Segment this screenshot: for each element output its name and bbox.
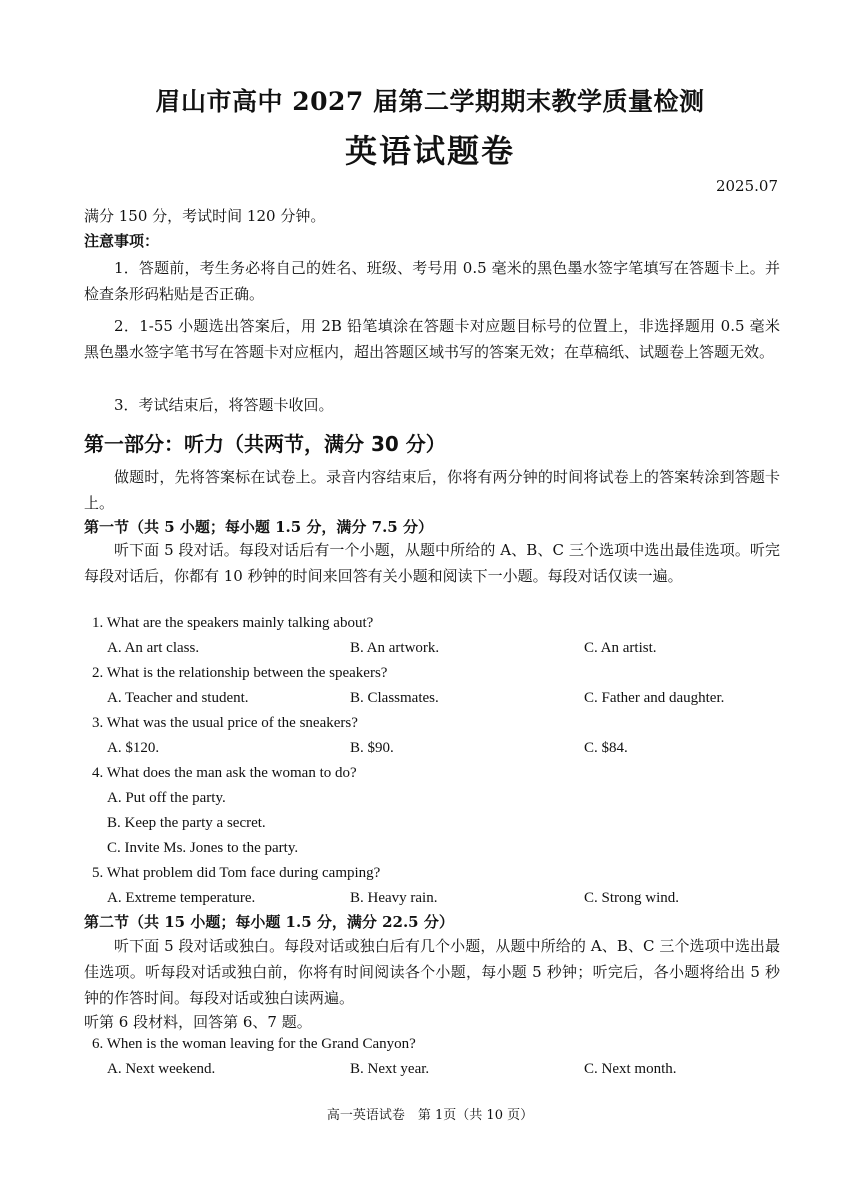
exam-title: 眉山市高中 2027 届第二学期期末教学质量检测	[155, 87, 705, 116]
question-1-option-b: B. An artwork.	[350, 640, 440, 656]
notice-title: 注意事项：	[84, 232, 160, 250]
question-1-option-a: A. An art class.	[107, 640, 200, 656]
material-note: 听第 6 段材料，回答第 6、7 题。	[84, 1013, 312, 1031]
question-4-option-c: C. Invite Ms. Jones to the party.	[107, 840, 299, 856]
question-6-option-c: C. Next month.	[584, 1061, 677, 1077]
exam-date: 2025.07	[715, 177, 778, 195]
exam-subject-title: 英语试题卷	[344, 132, 515, 170]
question-1-stem: 1. What are the speakers mainly talking about?	[92, 615, 374, 631]
section1-instructions: 听下面 5 段对话。每段对话后有一个小题，从题中所给的 A、B、C 三个选项中选出最佳选项。听完每段对话后，你都有 10 秒钟的时间来回答有关小题和阅读下一小题。每段对话仅读一遍。	[84, 541, 780, 585]
question-2-stem: 2. What is the relationship between the speakers?	[92, 665, 388, 681]
question-5-option-a: A. Extreme temperature.	[107, 890, 256, 906]
question-4-option-b: B. Keep the party a secret.	[107, 815, 266, 831]
notice-item-1: 1．答题前，考生务必将自己的姓名、班级、考号用 0.5 毫米的黑色墨水签字笔填写在答题卡上。并检查条形码粘贴是否正确。	[84, 259, 780, 303]
question-5-stem: 5. What problem did Tom face during camping?	[92, 865, 381, 881]
score-time-note: 满分 150 分，考试时间 120 分钟。	[84, 207, 326, 225]
question-4-stem: 4. What does the man ask the woman to do?	[92, 765, 357, 781]
notice-item-3: 3．考试结束后，将答题卡收回。	[114, 396, 334, 414]
question-3-option-a: A. $120.	[107, 740, 160, 756]
question-5-option-c: C. Strong wind.	[584, 890, 680, 906]
question-2-option-c: C. Father and daughter.	[584, 690, 725, 706]
question-4-option-a: A. Put off the party.	[107, 790, 226, 806]
question-3-stem: 3. What was the usual price of the sneakers?	[92, 715, 358, 731]
question-6-option-a: A. Next weekend.	[107, 1061, 216, 1077]
question-2-option-b: B. Classmates.	[350, 690, 439, 706]
page-footer: 高一英语试卷 第 1页（共 10 页）	[326, 1108, 534, 1123]
notice-item-2: 2．1-55 小题选出答案后，用 2B 铅笔填涂在答题卡对应题目标号的位置上，非选择题用 0.5 毫米黑色墨水签字笔书写在答题卡对应框内，超出答题区域书写的答案无效；在草稿纸、试题卷上答题无效。	[84, 317, 780, 361]
question-3-option-c: C. $84.	[584, 740, 628, 756]
section2-instructions: 听下面 5 段对话或独白。每段对话或独白后有几个小题，从题中所给的 A、B、C 三个选项中选出最佳选项。听每段对话或独白前，你将有时间阅读各个小题，每小题 5 秒钟；听完后，各小题将给出 5 秒钟的作答时间。每段对话或独白读两遍。	[84, 937, 780, 1007]
question-5-option-b: B. Heavy rain.	[350, 890, 438, 906]
part1-instructions: 做题时，先将答案标在试卷上。录音内容结束后，你将有两分钟的时间将试卷上的答案转涂到答题卡上。	[84, 468, 780, 512]
section1-title: 第一节（共 5 小题；每小题 1.5 分，满分 7.5 分）	[84, 518, 433, 536]
question-6-option-b: B. Next year.	[350, 1061, 430, 1077]
question-3-option-b: B. $90.	[350, 740, 394, 756]
section2-title: 第二节（共 15 小题；每小题 1.5 分，满分 22.5 分）	[84, 913, 454, 931]
question-1-option-c: C. An artist.	[584, 640, 657, 656]
part1-title: 第一部分：听力（共两节，满分 30 分）	[84, 432, 446, 456]
question-2-option-a: A. Teacher and student.	[107, 690, 249, 706]
question-6-stem: 6. When is the woman leaving for the Grand Canyon?	[92, 1036, 416, 1052]
